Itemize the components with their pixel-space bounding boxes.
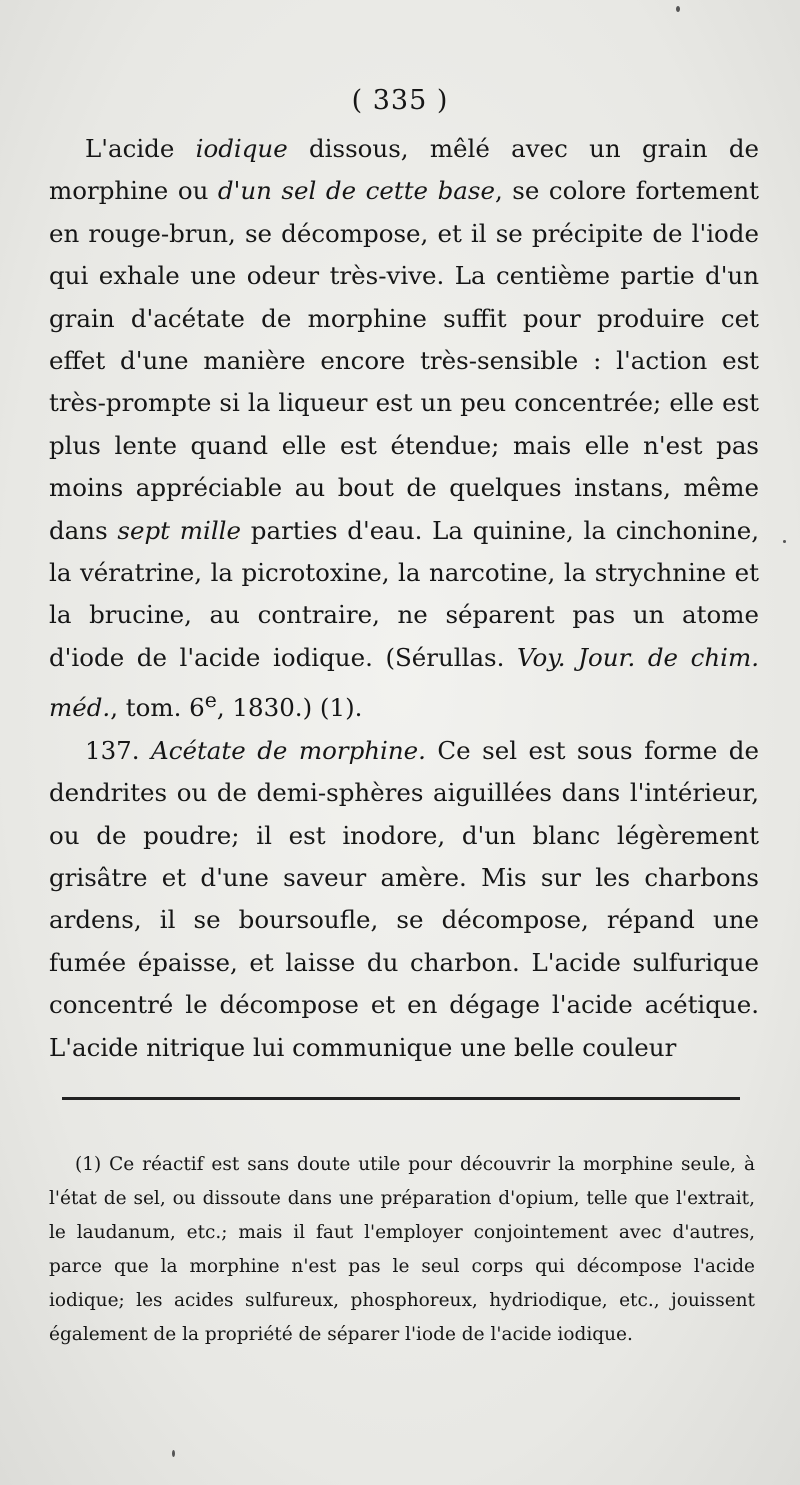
footnote-rule — [62, 1097, 740, 1100]
paragraph-morphine-acetate — [49, 730, 759, 1069]
ink-speck — [783, 540, 786, 543]
superscript: e — [204, 688, 217, 713]
ink-speck — [676, 6, 680, 12]
text-run: dissous, mêlé avec un grain de morphine ou — [49, 134, 760, 206]
text-run: , tom. 6 — [110, 693, 205, 723]
page-number: ( 335 ) — [351, 85, 449, 116]
main-text — [49, 128, 759, 1069]
citation-italic: Voy. Jour. de chim. méd. — [49, 642, 759, 723]
italic-run: iodique — [195, 134, 288, 163]
footnote: (1) Ce réactif est sans doute utile pour découvrir la morphine seule, à l'état de sel, ou dissoute dans une préparation d'opium, telle que l'extrait, le laudanum, etc.; mais il faut l'employer conjointement avec d'autres, parce que la morphine n'est pas le seul corps qui décompose l'acide iodique; les acides sulfureux, phosphoreux, hydriodique, etc., jouissent également de la propriété de séparer l'iode de l'acide iodique. — [49, 1154, 755, 1345]
italic-run: d'un sel de cette base — [217, 176, 495, 206]
text-run: Ce sel est sous forme de dendrites ou de demi-sphères aiguillées dans l'intérieur, ou de poudre; il est inodore, d'un blanc légèrement grisâtre et d'une saveur amère. Mis sur les charbons ardens, il se boursoufle, se décompose, répand une fumée épaisse, et laisse du charbon. L'acide sulfurique concentré le décompose et en dégage l'acide acétique. L'acide nitrique lui communique une belle couleur — [49, 735, 759, 1062]
text-run: L'acide — [85, 134, 196, 163]
italic-run: sept mille — [117, 515, 242, 545]
paragraph-iodic-acid — [49, 128, 759, 730]
ink-speck — [172, 1450, 175, 1457]
text-run: , 1830.) (1). — [216, 693, 363, 723]
text-run: parties d'eau. La quinine, la cinchonine, la vératrine, la picrotoxine, la narcotine, la strychnine et la brucine, au contraire, ne séparent pas un atome d'iode de l'acide iodique. (Sérullas. — [49, 515, 759, 672]
section-number: 137. — [85, 735, 152, 765]
text-run: , se colore fortement en rouge-brun, se décompose, et il se précipite de l'iode qui exhale une odeur très-vive. La centième partie d'un grain d'acétate de morphine suffit pour produire cet effet d'une manière encore très-sensible : l'action est très-prompte si la liqueur est un peu concentrée; elle est plus lente quand elle est étendue; mais elle n'est pas moins appréciable au bout de quelques instans, même dans — [49, 176, 759, 545]
section-heading: Acétate de morphine. — [151, 735, 426, 765]
